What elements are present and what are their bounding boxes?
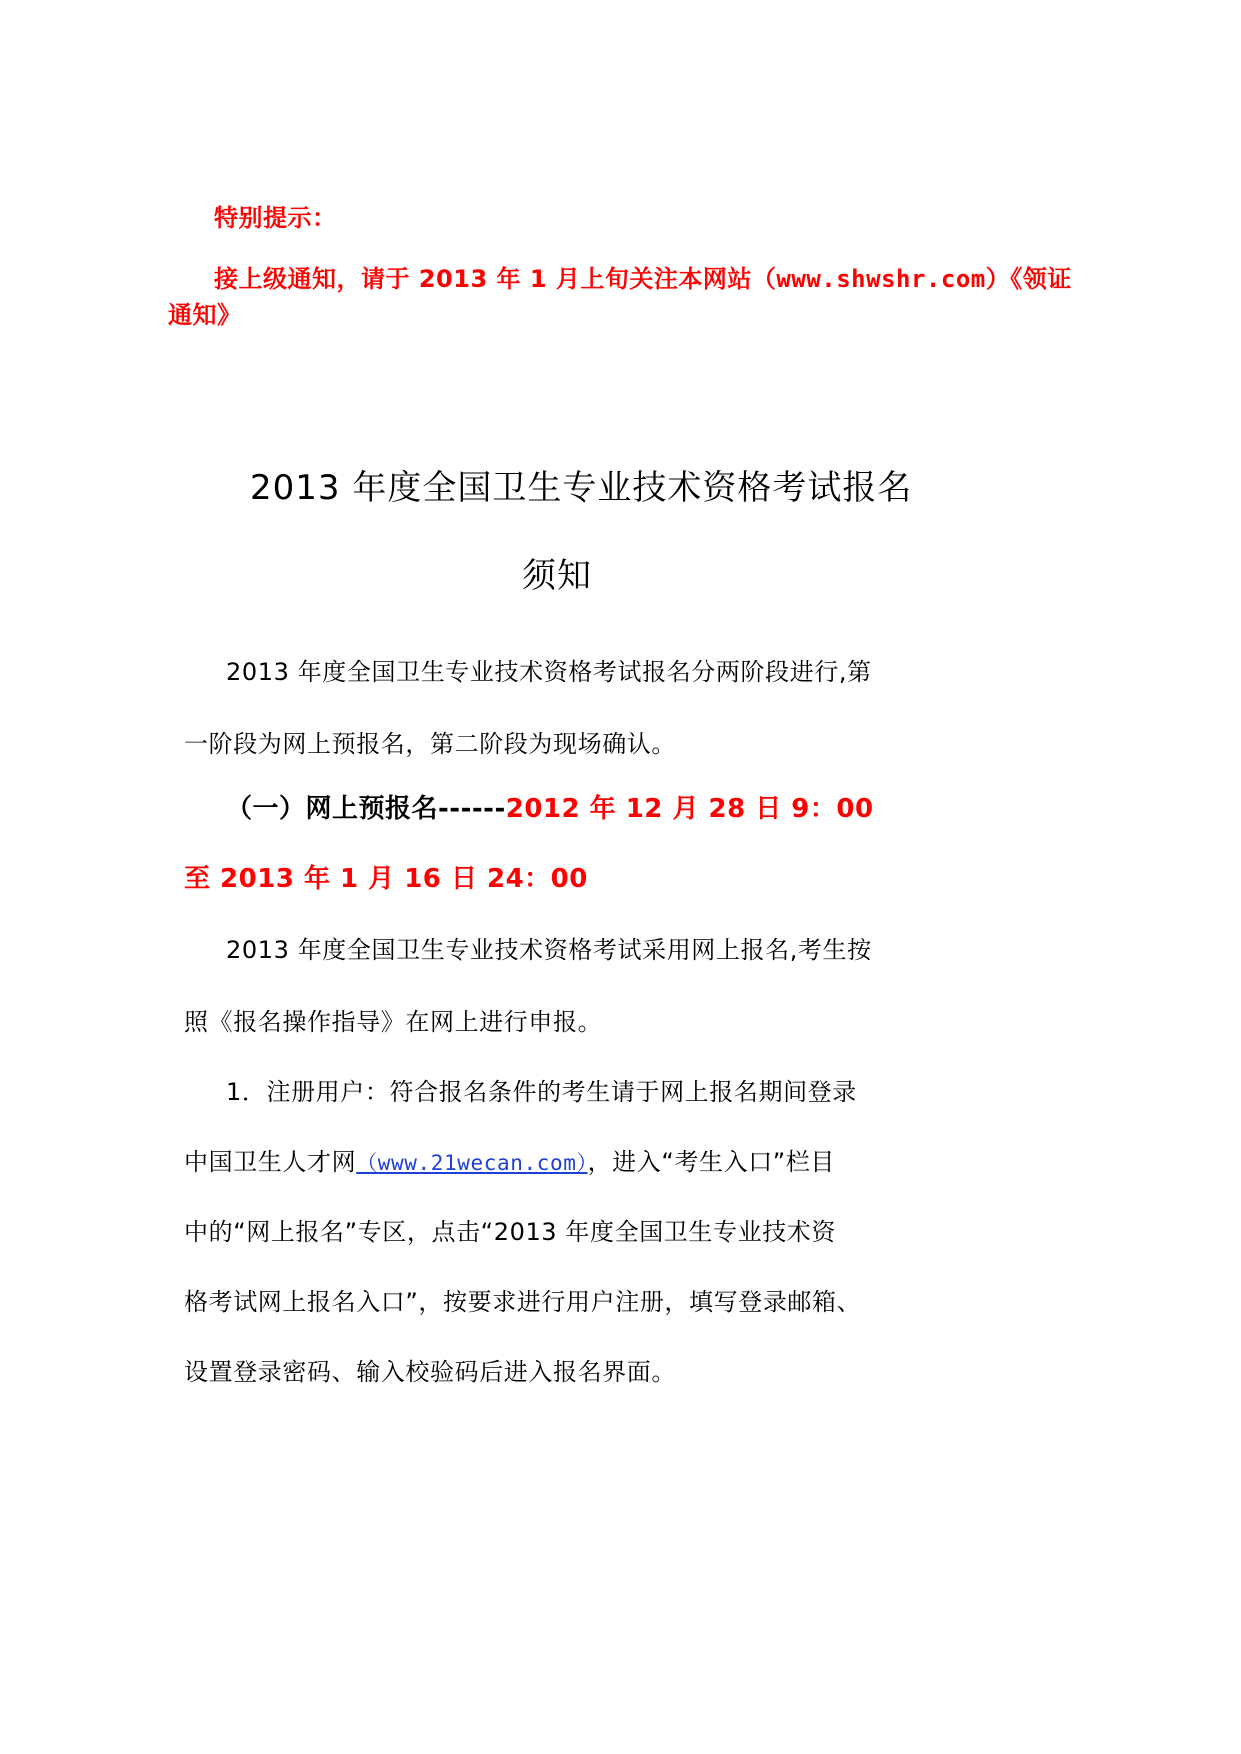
notice-text-end: ）《领证 xyxy=(985,265,1072,293)
para1-line-1: 2013 年度全国卫生专业技术资格考试采用网上报名,考生按 xyxy=(226,936,872,964)
section-time-end: 至 2013 年 1 月 16 日 24：00 xyxy=(184,864,588,894)
notice-url: www.shwshr.com xyxy=(776,265,986,293)
section-heading-1 xyxy=(226,788,874,825)
notice-line-1 xyxy=(214,259,1072,294)
section-label: （一）网上预报名------ xyxy=(226,794,506,824)
step1-line-5: 设置登录密码、输入校验码后进入报名界面。 xyxy=(184,1358,676,1386)
para1-line-2: 照《报名操作指导》在网上进行申报。 xyxy=(184,1008,603,1036)
step1-line-1: 1．注册用户：符合报名条件的考生请于网上报名期间登录 xyxy=(226,1078,857,1106)
doc-title-line-1: 2013 年度全国卫生专业技术资格考试报名 xyxy=(250,468,913,508)
wecan-link[interactable]: （www.21wecan.com） xyxy=(356,1151,588,1175)
step1-line-4: 格考试网上报名入口”，按要求进行用户注册，填写登录邮箱、 xyxy=(184,1288,862,1316)
notice-text: 接上级通知，请于 2013 年 1 月上旬关注本网站（ xyxy=(214,265,777,293)
step1-line-3: 中的“网上报名”专区，点击“2013 年度全国卫生专业技术资 xyxy=(184,1218,837,1246)
notice-heading: 特别提示： xyxy=(214,204,337,232)
intro-line-2: 一阶段为网上预报名，第二阶段为现场确认。 xyxy=(184,730,676,758)
intro-line-1: 2013 年度全国卫生专业技术资格考试报名分两阶段进行,第 xyxy=(226,658,872,686)
step1-line-2-end: ，进入“考生入口”栏目 xyxy=(587,1148,836,1176)
section-time-start: 2012 年 12 月 28 日 9：00 xyxy=(505,794,874,824)
step1-line-2 xyxy=(184,1142,835,1177)
notice-line-2: 通知》 xyxy=(168,301,242,329)
step1-site-name: 中国卫生人才网 xyxy=(184,1148,357,1176)
doc-title-line-2: 须知 xyxy=(522,556,592,596)
